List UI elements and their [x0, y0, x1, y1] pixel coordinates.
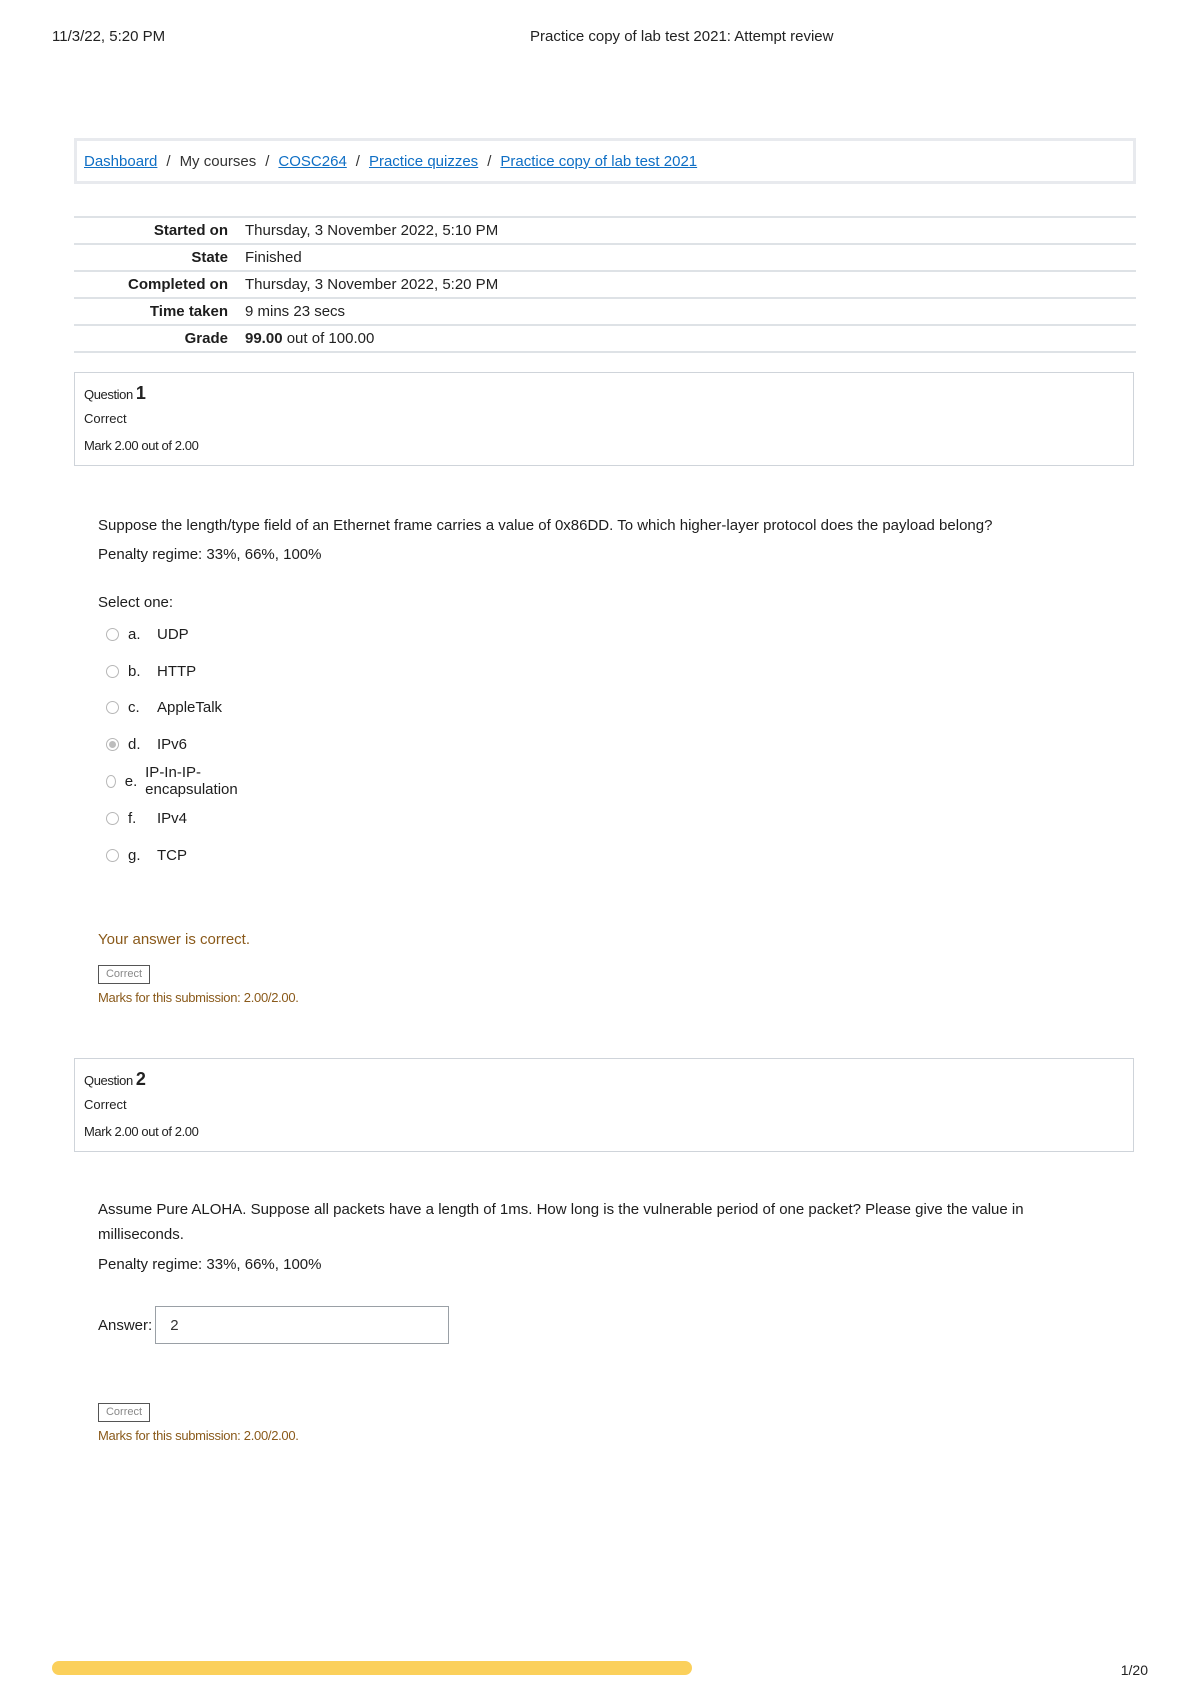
question-2-text: Assume Pure ALOHA. Suppose all packets have a length of 1ms. How long is the vulnerable period of one packet? Please give the value in milliseconds.	[98, 1201, 1024, 1243]
breadcrumb-separator: /	[166, 152, 171, 170]
summary-value: Thursday, 3 November 2022, 5:20 PM	[245, 276, 499, 293]
summary-value	[245, 330, 374, 347]
option-label: AppleTalk	[157, 698, 223, 716]
correct-badge: Correct	[98, 1403, 150, 1422]
option-label: HTTP	[157, 662, 197, 680]
summary-key: Time taken	[149, 303, 228, 320]
question-state: Correct	[84, 411, 127, 426]
question-2-marks-submission: Marks for this submission: 2.00/2.00.	[98, 1428, 299, 1443]
question-number	[84, 383, 1133, 404]
question-1-info	[74, 372, 1134, 466]
summary-value: 9 mins 23 secs	[245, 303, 346, 320]
option-label: IPv4	[157, 809, 188, 827]
page-number: 1/20	[1120, 1662, 1148, 1678]
question-state: Correct	[84, 1097, 127, 1112]
summary-row-grade	[74, 326, 1136, 353]
print-title: Practice copy of lab test 2021: Attempt review	[530, 28, 834, 45]
summary-key: Completed on	[128, 276, 228, 293]
breadcrumb-course[interactable]: COSC264	[278, 152, 347, 170]
radio-button[interactable]	[106, 628, 119, 641]
question-number-value: 1	[135, 383, 146, 403]
question-label: Question	[84, 1073, 133, 1088]
question-number	[84, 1069, 1133, 1090]
answer-label: Answer:	[98, 1316, 153, 1334]
option-label: TCP	[157, 846, 187, 864]
question-1-marks-submission: Marks for this submission: 2.00/2.00.	[98, 990, 299, 1005]
radio-button[interactable]	[106, 849, 119, 862]
answer-row	[98, 1306, 449, 1344]
radio-button[interactable]	[106, 665, 119, 678]
page-progress-bar	[52, 1661, 692, 1675]
breadcrumb-separator: /	[487, 152, 492, 170]
select-one-prompt: Select one:	[98, 594, 174, 611]
option-letter: f.	[128, 809, 137, 827]
question-1-penalty: Penalty regime: 33%, 66%, 100%	[98, 546, 322, 563]
option-d[interactable]	[106, 734, 187, 754]
radio-button[interactable]	[106, 812, 119, 825]
option-label: IPv6	[157, 735, 188, 753]
option-letter: b.	[128, 662, 141, 680]
question-grade: Mark 2.00 out of 2.00	[84, 438, 199, 453]
summary-value: Thursday, 3 November 2022, 5:10 PM	[245, 222, 499, 239]
summary-key: Started on	[153, 222, 228, 239]
radio-button[interactable]	[106, 775, 116, 788]
answer-input[interactable]	[155, 1306, 449, 1344]
radio-button-selected[interactable]	[106, 738, 119, 751]
summary-row-completed	[74, 272, 1136, 299]
question-label: Question	[84, 387, 133, 402]
radio-button[interactable]	[106, 701, 119, 714]
option-letter: a.	[128, 625, 141, 643]
question-number-value: 2	[135, 1069, 146, 1089]
question-1-feedback: Your answer is correct.	[98, 931, 251, 948]
question-2-info	[74, 1058, 1134, 1152]
breadcrumb	[74, 138, 1136, 184]
option-letter: c.	[128, 698, 140, 716]
summary-value: Finished	[245, 249, 302, 266]
option-g[interactable]	[106, 845, 187, 865]
option-b[interactable]	[106, 661, 196, 681]
option-f[interactable]	[106, 808, 187, 828]
correct-badge: Correct	[98, 965, 150, 984]
grade-out-of: out of 100.00	[286, 330, 375, 347]
breadcrumb-quiz[interactable]: Practice copy of lab test 2021	[500, 152, 698, 170]
summary-row-started	[74, 218, 1136, 245]
breadcrumb-dashboard[interactable]: Dashboard	[84, 152, 158, 170]
question-1-text: Suppose the length/type field of an Ethernet frame carries a value of 0x86DD. To which higher-layer protocol does the payload belong?	[98, 517, 993, 534]
option-a[interactable]	[106, 624, 189, 644]
breadcrumb-separator: /	[355, 152, 360, 170]
attempt-summary-table	[74, 216, 1136, 353]
option-letter: d.	[128, 735, 141, 753]
summary-key: Grade	[184, 330, 228, 347]
question-grade: Mark 2.00 out of 2.00	[84, 1124, 199, 1139]
option-e[interactable]	[106, 764, 250, 798]
question-2-penalty: Penalty regime: 33%, 66%, 100%	[98, 1256, 322, 1273]
summary-key: State	[191, 249, 228, 266]
breadcrumb-separator: /	[265, 152, 270, 170]
breadcrumb-my-courses: My courses	[179, 152, 257, 170]
option-letter: g.	[128, 846, 141, 864]
option-label: UDP	[157, 625, 189, 643]
option-c[interactable]	[106, 697, 222, 717]
option-label: IP-In-IP-encapsulation	[145, 764, 238, 798]
option-letter: e.	[124, 772, 138, 790]
print-date: 11/3/22, 5:20 PM	[52, 28, 166, 45]
breadcrumb-practice-quizzes[interactable]: Practice quizzes	[368, 152, 479, 170]
summary-row-state	[74, 245, 1136, 272]
summary-row-time-taken	[74, 299, 1136, 326]
grade-score: 99.00	[245, 330, 283, 347]
